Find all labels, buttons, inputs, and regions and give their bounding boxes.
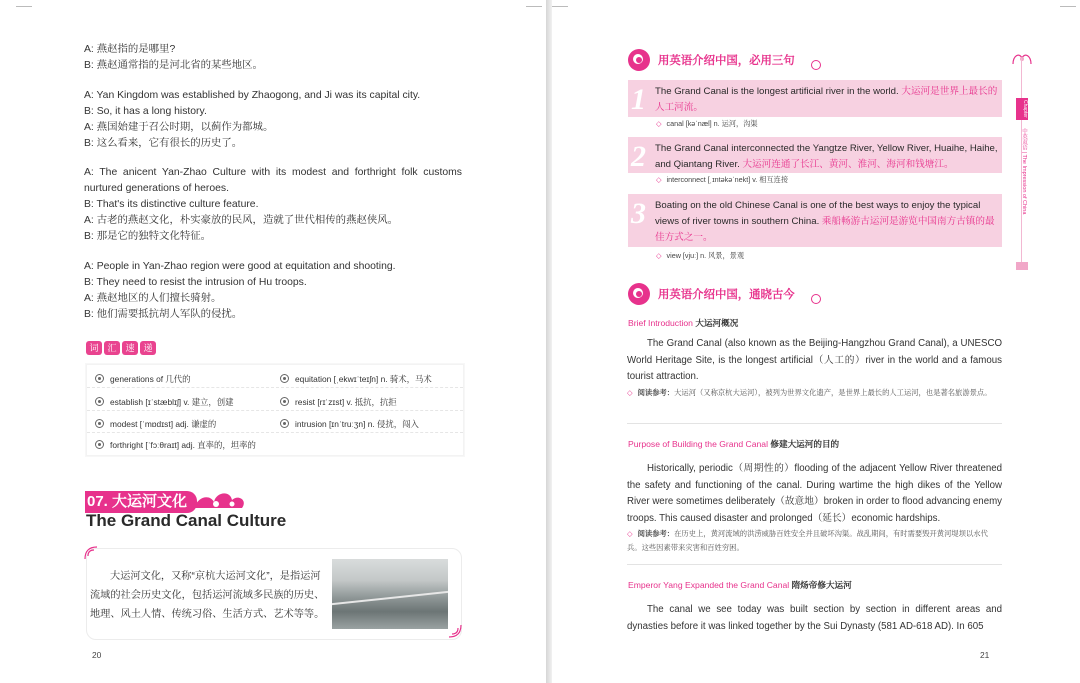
sentence-en: The Grand Canal interconnected the Yangtze River, Yellow River, Huaihe, Haihe, and Qiantang River.	[655, 143, 998, 170]
key-sentence	[628, 137, 1002, 173]
crop-mark	[1060, 6, 1076, 7]
sentence-text	[655, 84, 998, 116]
dialogue-line: A: 燕赵指的是哪里?	[84, 44, 176, 55]
spiral-icon	[628, 49, 650, 71]
vocab-header-char: 递	[140, 341, 156, 355]
sentence-text	[655, 198, 998, 246]
vocab-item	[280, 373, 432, 385]
intro-text: 大运河文化，又称“京杭大运河文化”，是指运河流域的社会历史文化，包括运河流域多民族的历史、地理、风土人情、传统习俗、生活方式、艺术等等。	[90, 571, 325, 620]
sentence-number: 1	[631, 83, 646, 116]
vocab-item	[95, 439, 256, 451]
vocab-item	[95, 373, 191, 385]
section-heading	[628, 48, 821, 72]
section-heading-text: 用英语介绍中国，必用三句	[658, 55, 795, 67]
vocab-word: forthright [ˈfɔːθraɪt] adj.	[110, 440, 195, 450]
gloss-word: view [vjuː] n.	[666, 251, 707, 260]
spiral-icon	[628, 283, 650, 305]
gloss	[656, 119, 758, 129]
ring-icon	[811, 60, 821, 70]
sentence-en: The Grand Canal is the longest artificial river in the world.	[655, 86, 899, 97]
subheading-cn: 修建大运河的目的	[770, 439, 840, 449]
diamond-icon: ◇	[627, 529, 633, 538]
crop-mark	[16, 6, 32, 7]
sentence-en: Boating on the old Chinese Canal is one of the best ways to enjoy the typical views of river towns in southern China.	[655, 200, 981, 227]
vocab-item	[280, 396, 397, 408]
subheading-en: Emperor Yang Expanded the Grand Canal	[628, 580, 790, 590]
corner-swirl-icon	[448, 624, 462, 638]
vocab-header	[86, 341, 156, 357]
bullet-icon	[95, 397, 104, 406]
dialogue-line: B: 那是它的独特文化特征。	[84, 231, 211, 242]
ring-icon	[811, 294, 821, 304]
sentence-cn: 大运河是世界上最长的人工河流。	[655, 86, 998, 113]
paragraph-text: Historically, periodic（周期性的）flooding of the adjacent Yellow River threatened the safety and functioning of the canal. During wartime the high dikes of the Yellow River were sometimes deliberately（故意地）broken in order to flood advancing enemy troops. This caused disaster and prolonged（延长）economic hardships.	[627, 463, 1002, 524]
chapter-side-tab	[1016, 58, 1028, 270]
note-text: 在历史上，黄河流域的洪涝威胁百姓安全并且破坏沟渠。战乱期间，有时需要毁开黄河堤坝以水代兵。这些因素带来灾害和百姓穷困。	[627, 529, 988, 552]
grand-canal-photo	[332, 559, 448, 629]
note-label: 阅读参考：	[637, 529, 675, 538]
gloss	[656, 175, 788, 185]
diamond-icon: ◇	[656, 251, 662, 260]
reading-note	[627, 386, 1002, 400]
divider	[87, 387, 463, 388]
vocab-item	[95, 396, 234, 408]
dialogue-line: A: 古老的燕赵文化，朴实豪放的民风，造就了世代相传的燕赵侠风。	[84, 215, 399, 226]
reading-note	[627, 527, 1002, 555]
dialogue-line: B: They need to resist the intrusion of Hu troops.	[84, 277, 307, 288]
divider	[627, 564, 1002, 565]
bullet-icon	[95, 419, 104, 428]
vocab-def: 侵扰，闯入	[377, 419, 419, 429]
vocab-item	[95, 418, 216, 430]
section-heading	[628, 282, 821, 306]
dialogue-block-1	[84, 42, 263, 74]
dialogue-line: A: Yan Kingdom was established by Zhaogong, and Ji was its capital city.	[84, 90, 421, 101]
sentence-text	[655, 141, 998, 173]
subheading	[628, 317, 738, 329]
sentence-number: 2	[631, 140, 646, 173]
paragraph	[627, 602, 1002, 635]
gloss-word: interconnect [ˌɪntəkəˈnekt] v.	[666, 175, 758, 184]
paragraph	[627, 336, 1002, 386]
section-title: The Grand Canal Culture	[86, 511, 287, 530]
side-tab-mark: Chapter	[1016, 98, 1028, 120]
sentence-number: 3	[631, 197, 646, 230]
diamond-icon: ◇	[627, 388, 633, 397]
gloss-def: 相互连接	[759, 175, 789, 184]
vocab-header-char: 词	[86, 341, 102, 355]
dialogue-line: B: So, it has a long history.	[84, 106, 207, 117]
bullet-icon	[280, 397, 289, 406]
vocab-word: resist [rɪˈzɪst] v.	[295, 397, 353, 407]
side-tab-end	[1016, 262, 1028, 270]
dialogue-block-2	[84, 88, 420, 152]
gloss-def: 风景，景观	[708, 251, 745, 260]
section-number: 07. 大运河文化	[85, 491, 197, 513]
sentence-cn: 乘船畅游古运河是游览中国南方古镇的最佳方式之一。	[655, 216, 995, 243]
bullet-icon	[280, 419, 289, 428]
page-number: 21	[980, 650, 990, 660]
dialogue-line: B: 燕赵通常指的是河北省的某些地区。	[84, 60, 263, 71]
paragraph-text: The canal we see today was built section by section in different areas and dynasties before it was linked together by the Sui Dynasty (581 AD-618 AD). In 605	[627, 604, 1002, 632]
side-tab-label: 中英双语 | The Impression of China	[1021, 128, 1027, 215]
vocab-header-char: 速	[122, 341, 138, 355]
paragraph	[627, 461, 1002, 527]
dialogue-line: A: People in Yan-Zhao region were good at equitation and shooting.	[84, 261, 396, 272]
dialogue-line: B: 这么看来，它有很长的历史了。	[84, 138, 243, 149]
key-sentence	[628, 80, 1002, 117]
vocab-header-char: 汇	[104, 341, 120, 355]
divider	[87, 410, 463, 411]
vocab-def: 抵抗，抗拒	[354, 397, 397, 407]
subheading-cn: 隋炀帝修大运河	[791, 580, 852, 590]
vocab-word: generations of	[110, 374, 164, 384]
gloss-def: 运河，沟渠	[721, 119, 758, 128]
vocab-word: equitation [ˌekwɪˈteɪʃn] n.	[295, 374, 388, 384]
corner-swirl-icon	[84, 546, 98, 560]
sentence-cn: 大运河连通了长江、黄河、淮河、海河和钱塘江。	[742, 159, 954, 170]
page-number: 20	[92, 650, 102, 660]
gloss	[656, 251, 744, 261]
dialogue-line: B: 他们需要抵抗胡人军队的侵扰。	[84, 309, 243, 320]
vocab-def: 直率的，坦率的	[197, 440, 256, 450]
vocab-def: 几代的	[165, 374, 191, 384]
section-heading-text: 用英语介绍中国，通晓古今	[658, 289, 795, 301]
crop-mark	[552, 6, 568, 7]
paragraph-text: The Grand Canal (also known as the Beijing-Hangzhou Grand Canal), a UNESCO World Heritage Site, is the longest artificial（人工的）river in the world and a famous tourist attraction.	[627, 338, 1002, 382]
vocab-item	[280, 418, 419, 430]
vocab-word: modest [ˈmɒdɪst] adj.	[110, 419, 189, 429]
bullet-icon	[280, 374, 289, 383]
dialogue-line: A: 燕赵地区的人们擅长骑射。	[84, 293, 222, 304]
subheading-en: Purpose of Building the Grand Canal	[628, 439, 768, 449]
vocab-def: 骑术，马术	[389, 374, 432, 384]
vocab-box	[86, 364, 464, 456]
key-sentence	[628, 194, 1002, 247]
vocab-word: establish [ɪˈstæblɪʃ] v.	[110, 397, 190, 407]
vocab-def: 谦虚的	[191, 419, 217, 429]
subheading-en: Brief Introduction	[628, 318, 693, 328]
vocab-def: 建立，创建	[191, 397, 234, 407]
subheading	[628, 579, 852, 591]
diamond-icon: ◇	[656, 175, 662, 184]
divider	[87, 432, 463, 433]
crop-mark	[526, 6, 542, 7]
subheading-cn: 大运河概况	[695, 318, 739, 328]
dialogue-line: A: 燕国始建于召公时期，以蓟作为都城。	[84, 122, 274, 133]
dialogue-block-3	[84, 165, 462, 245]
bullet-icon	[95, 374, 104, 383]
gloss-word: canal [kəˈnæl] n.	[666, 119, 720, 128]
note-text: 大运河（又称京杭大运河），被列为世界文化遗产，是世界上最长的人工运河，也是著名旅游景点。	[674, 388, 992, 397]
note-label: 阅读参考：	[637, 388, 675, 397]
diamond-icon: ◇	[656, 119, 662, 128]
dialogue-block-4	[84, 259, 396, 323]
dialogue-line: A: The anicent Yan-Zhao Culture with its modest and forthright folk customs nurtured generations of heroes.	[84, 167, 462, 194]
divider	[627, 423, 1002, 424]
subheading	[628, 438, 839, 450]
vocab-word: intrusion [ɪnˈtruːʒn] n.	[295, 419, 375, 429]
dialogue-line: B: That's its distinctive culture feature.	[84, 199, 259, 210]
bullet-icon	[95, 440, 104, 449]
